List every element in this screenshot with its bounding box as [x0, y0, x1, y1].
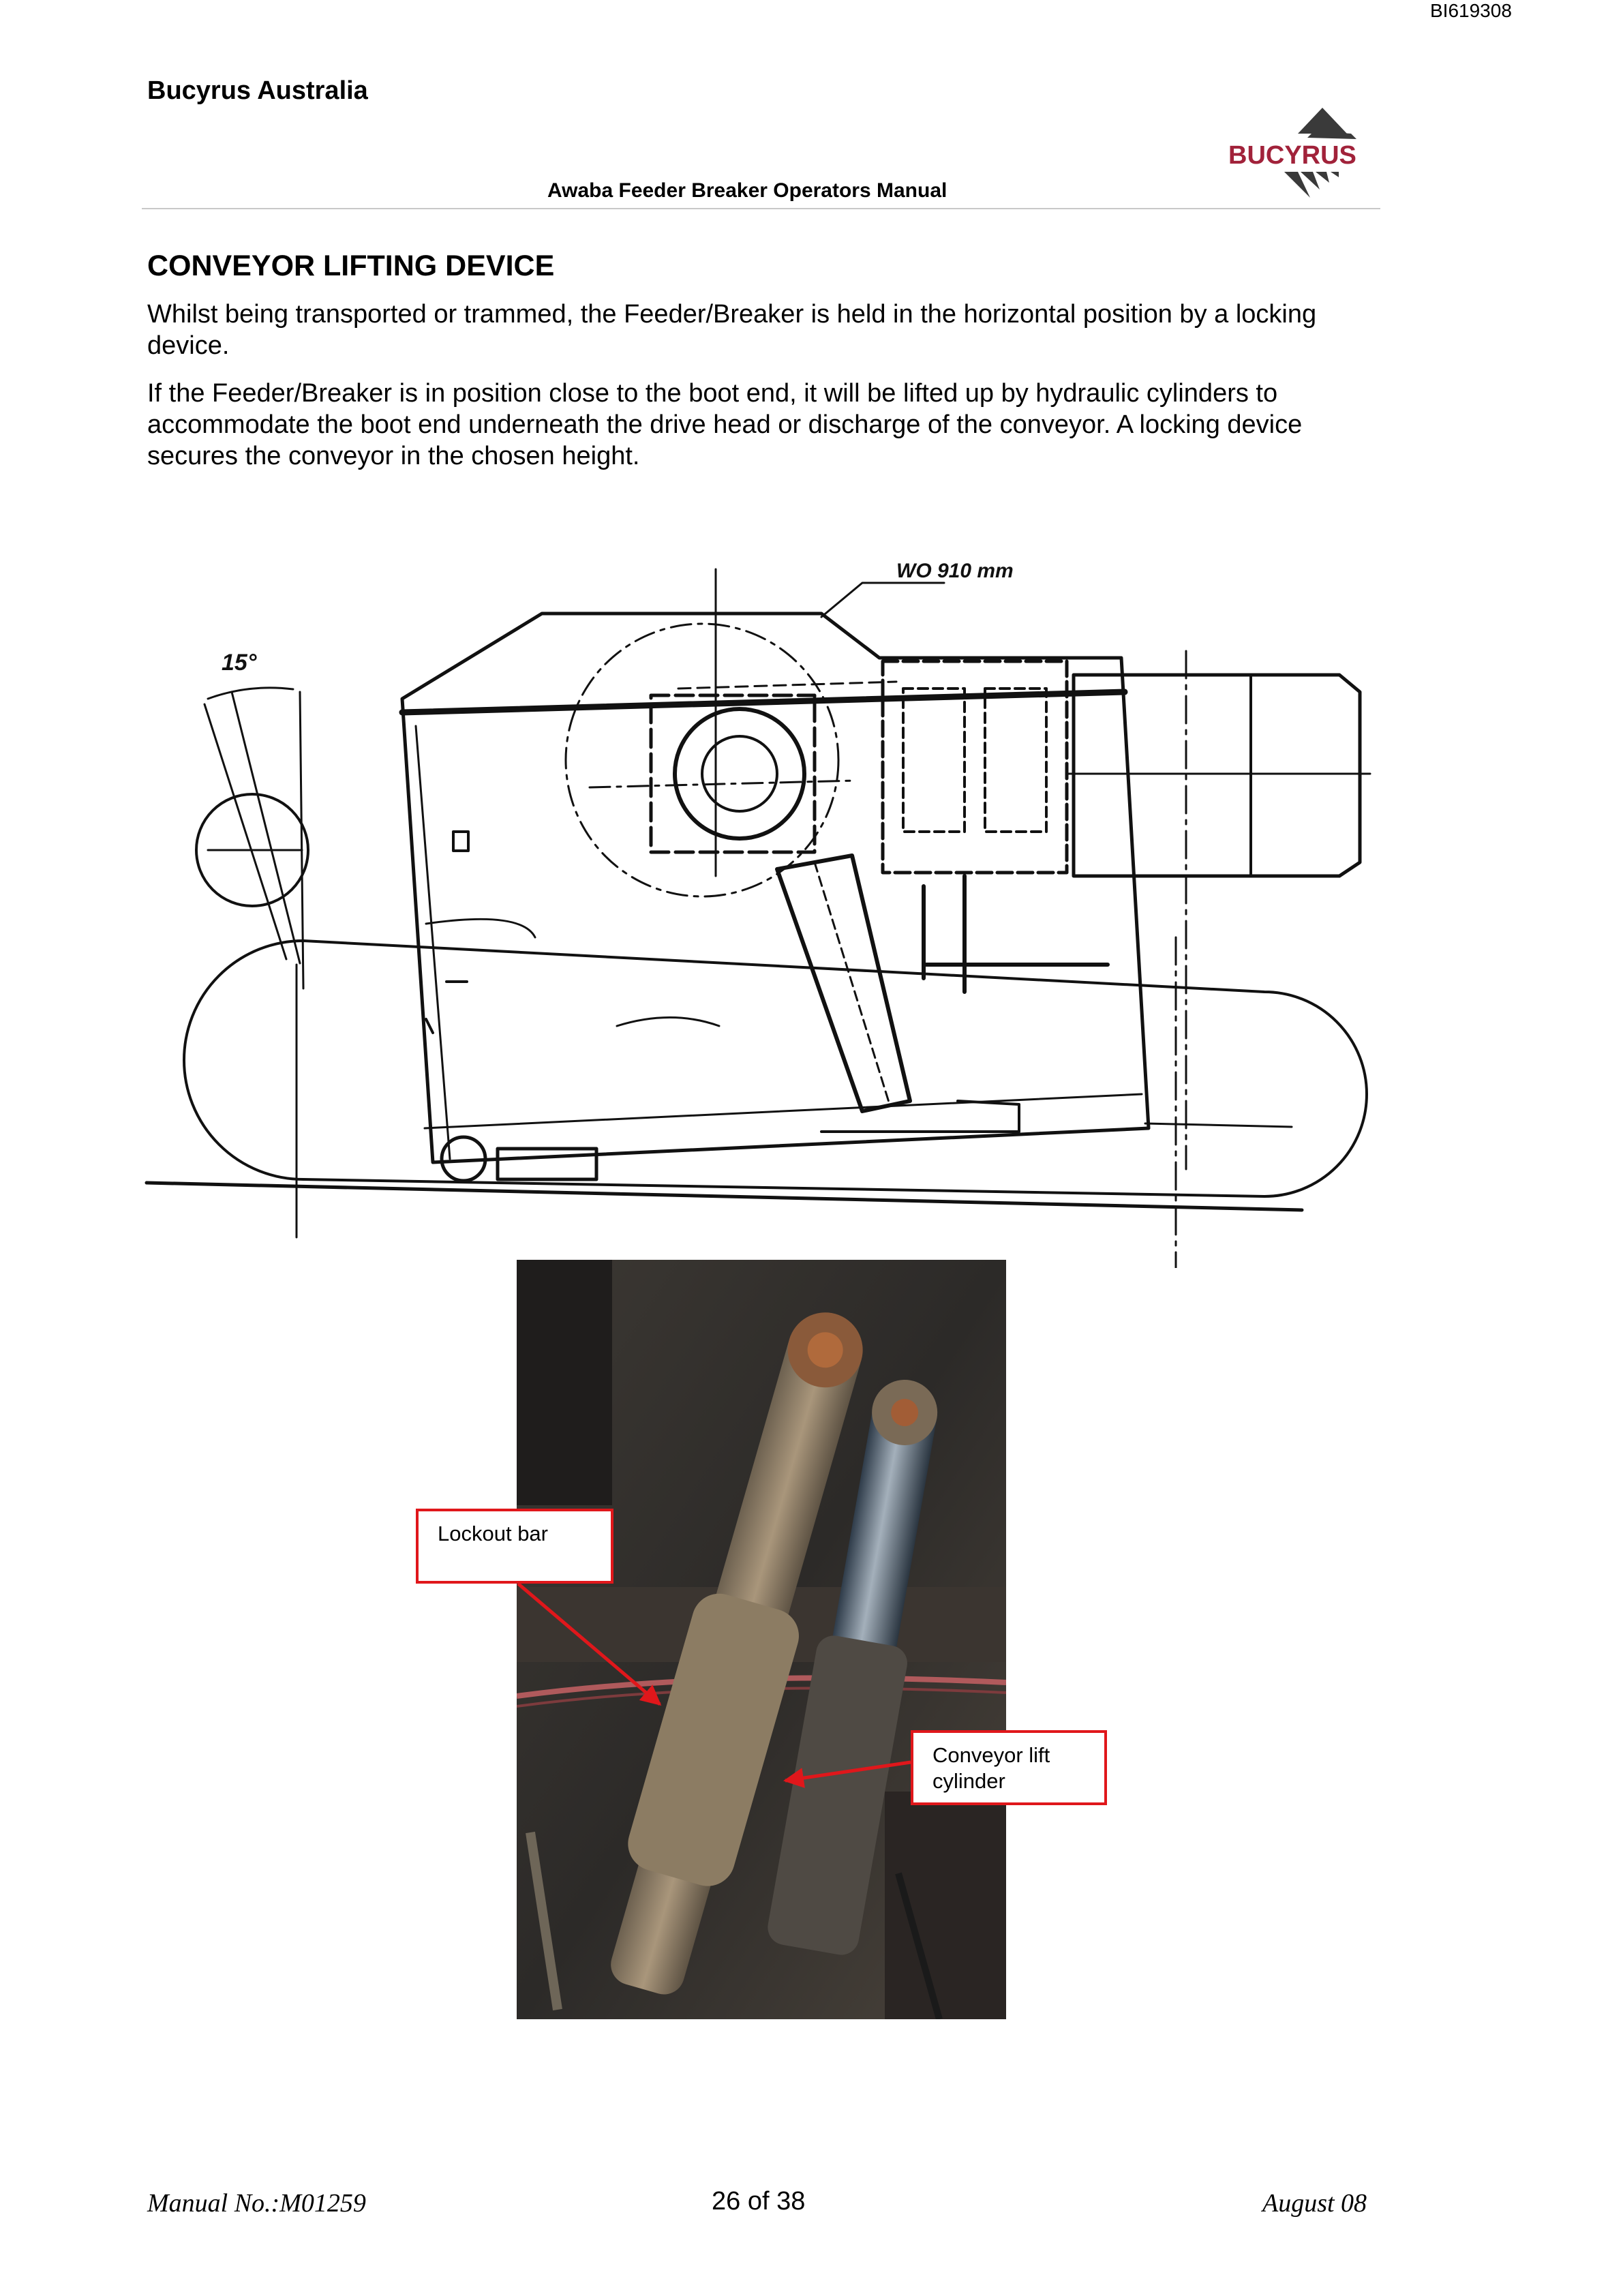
- section-title: CONVEYOR LIFTING DEVICE: [147, 250, 555, 282]
- lockout-bar-callout-text: Lockout bar: [438, 1522, 548, 1545]
- conveyor-track-outline: [184, 941, 1367, 1196]
- header-divider: [142, 208, 1380, 209]
- footer-manual-number: Manual No.:M01259: [147, 2189, 366, 2218]
- conveyor-lift-cylinder-callout-text: Conveyor lift cylinder: [932, 1743, 1050, 1793]
- lockout-bar: [498, 1149, 596, 1179]
- drive-drum: [566, 624, 838, 896]
- conveyor-lifting-diagram: [140, 556, 1374, 1268]
- lift-cylinder-photo: [517, 1260, 1006, 2019]
- lift-cylinder: [777, 856, 910, 1111]
- bucyrus-logo: [1227, 105, 1380, 202]
- lockout-bar-callout: [416, 1509, 613, 1584]
- conveyor-lift-cylinder-callout: [911, 1730, 1107, 1805]
- drive-motor: [1074, 675, 1360, 876]
- footer-date: August 08: [1262, 2189, 1367, 2218]
- manual-title: Awaba Feeder Breaker Operators Manual: [547, 179, 947, 202]
- paragraph-boot-end-lifting: If the Feeder/Breaker is in position close to the boot end, it will be lifted up by hydraulic cylinders to accommodate the boot end underneath the drive head or discharge of the conveyor. A locking device secures the conveyor in the chosen height.: [147, 379, 1303, 470]
- document-id: BI619308: [1430, 0, 1512, 21]
- footer-page-number: 26 of 38: [712, 2187, 806, 2216]
- dimension-label: WO 910 mm: [896, 560, 1014, 582]
- angle-label: 15°: [222, 650, 257, 676]
- paragraph-transport-locking: Whilst being transported or trammed, the Feeder/Breaker is held in the horizontal position by a locking device.: [147, 300, 1317, 360]
- breaker-shaft: [675, 709, 804, 839]
- company-name: Bucyrus Australia: [147, 76, 368, 105]
- logo-wordmark: BUCYRUS: [1228, 141, 1356, 170]
